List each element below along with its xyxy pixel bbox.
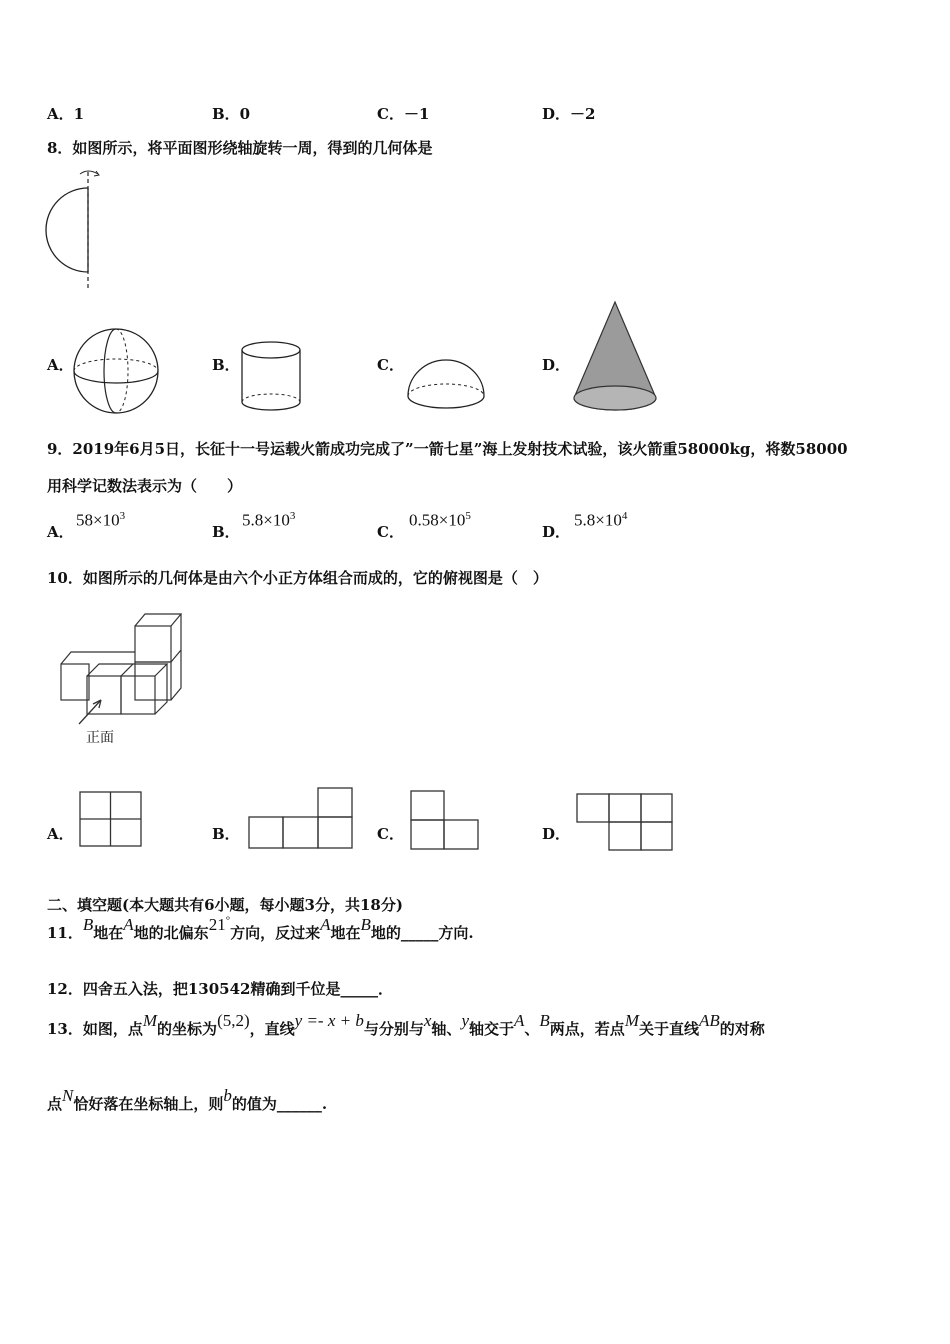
q8-stem: 8．如图所示，将平面图形绕轴旋转一周，得到的几何体是	[47, 139, 433, 157]
q8-label-a: A．	[47, 356, 74, 374]
q10-stem: 10．如图所示的几何体是由六个小正方体组合而成的，它的俯视图是（ ）	[47, 569, 548, 587]
q9-stem-line2: 用科学记数法表示为（ ）	[47, 477, 243, 495]
q10-label-b: B．	[212, 825, 240, 843]
q9-label-c: C．	[377, 523, 404, 541]
q8-semicircle-figure	[40, 168, 110, 293]
q9-stem-line1: 9．2019年6月5日，长征十一号运载火箭成功完成了”一箭七星”海上发射技术试验，该火箭重58000kg，将数58000	[47, 440, 848, 458]
q10-label-a: A．	[47, 825, 74, 843]
q13-line2: 点N恰好落在坐标轴上，则b的值为______.	[47, 1086, 328, 1113]
q9-label-b: B．	[212, 523, 240, 541]
q8-cone-option	[568, 298, 664, 418]
section2-title: 二、填空题(本大题共有6小题，每小题3分，共18分)	[47, 896, 403, 914]
q10-front-label: 正面	[86, 730, 114, 746]
q7-option-d: D．－2	[542, 105, 596, 123]
q9-option-b: $5.8\times 10^3$	[242, 510, 296, 530]
q13-line1: 13．如图，点M的坐标为(5,2)，直线y =- x + b与分别与x轴、y轴交于A、B两点，若点M关于直线AB的对称	[47, 1011, 765, 1038]
q12-text: 12．四舍五入法，把130542精确到千位是_____．	[47, 980, 393, 998]
q8-label-b: B．	[212, 356, 240, 374]
q10-option-b-grid	[248, 787, 354, 851]
q10-option-a-grid	[79, 791, 143, 849]
q8-cylinder-option	[238, 338, 304, 416]
q9-option-d: $5.8\times 10^4$	[574, 510, 628, 530]
q10-label-d: D．	[542, 825, 571, 843]
q10-option-d-grid	[576, 793, 676, 853]
q9-label-a: A．	[47, 523, 74, 541]
q8-label-d: D．	[542, 356, 571, 374]
q10-cubes-figure	[55, 608, 195, 728]
q7-option-a: A．1	[47, 105, 85, 123]
q9-label-d: D．	[542, 523, 571, 541]
q8-sphere-option	[70, 325, 162, 417]
q7-option-b: B．0	[212, 105, 251, 123]
q7-option-c: C．－1	[377, 105, 430, 123]
q10-label-c: C．	[377, 825, 404, 843]
q11-text: 11．B地在A地的北偏东21°方向，反过来A地在B地的_____方向.	[47, 914, 474, 942]
q10-option-c-grid	[410, 790, 482, 852]
q9-option-a: $58\times 10^3$	[76, 510, 126, 530]
q8-label-c: C．	[377, 356, 404, 374]
q9-option-c: $0.58\times 10^5$	[409, 510, 471, 530]
q8-hemisphere-option	[404, 358, 488, 416]
